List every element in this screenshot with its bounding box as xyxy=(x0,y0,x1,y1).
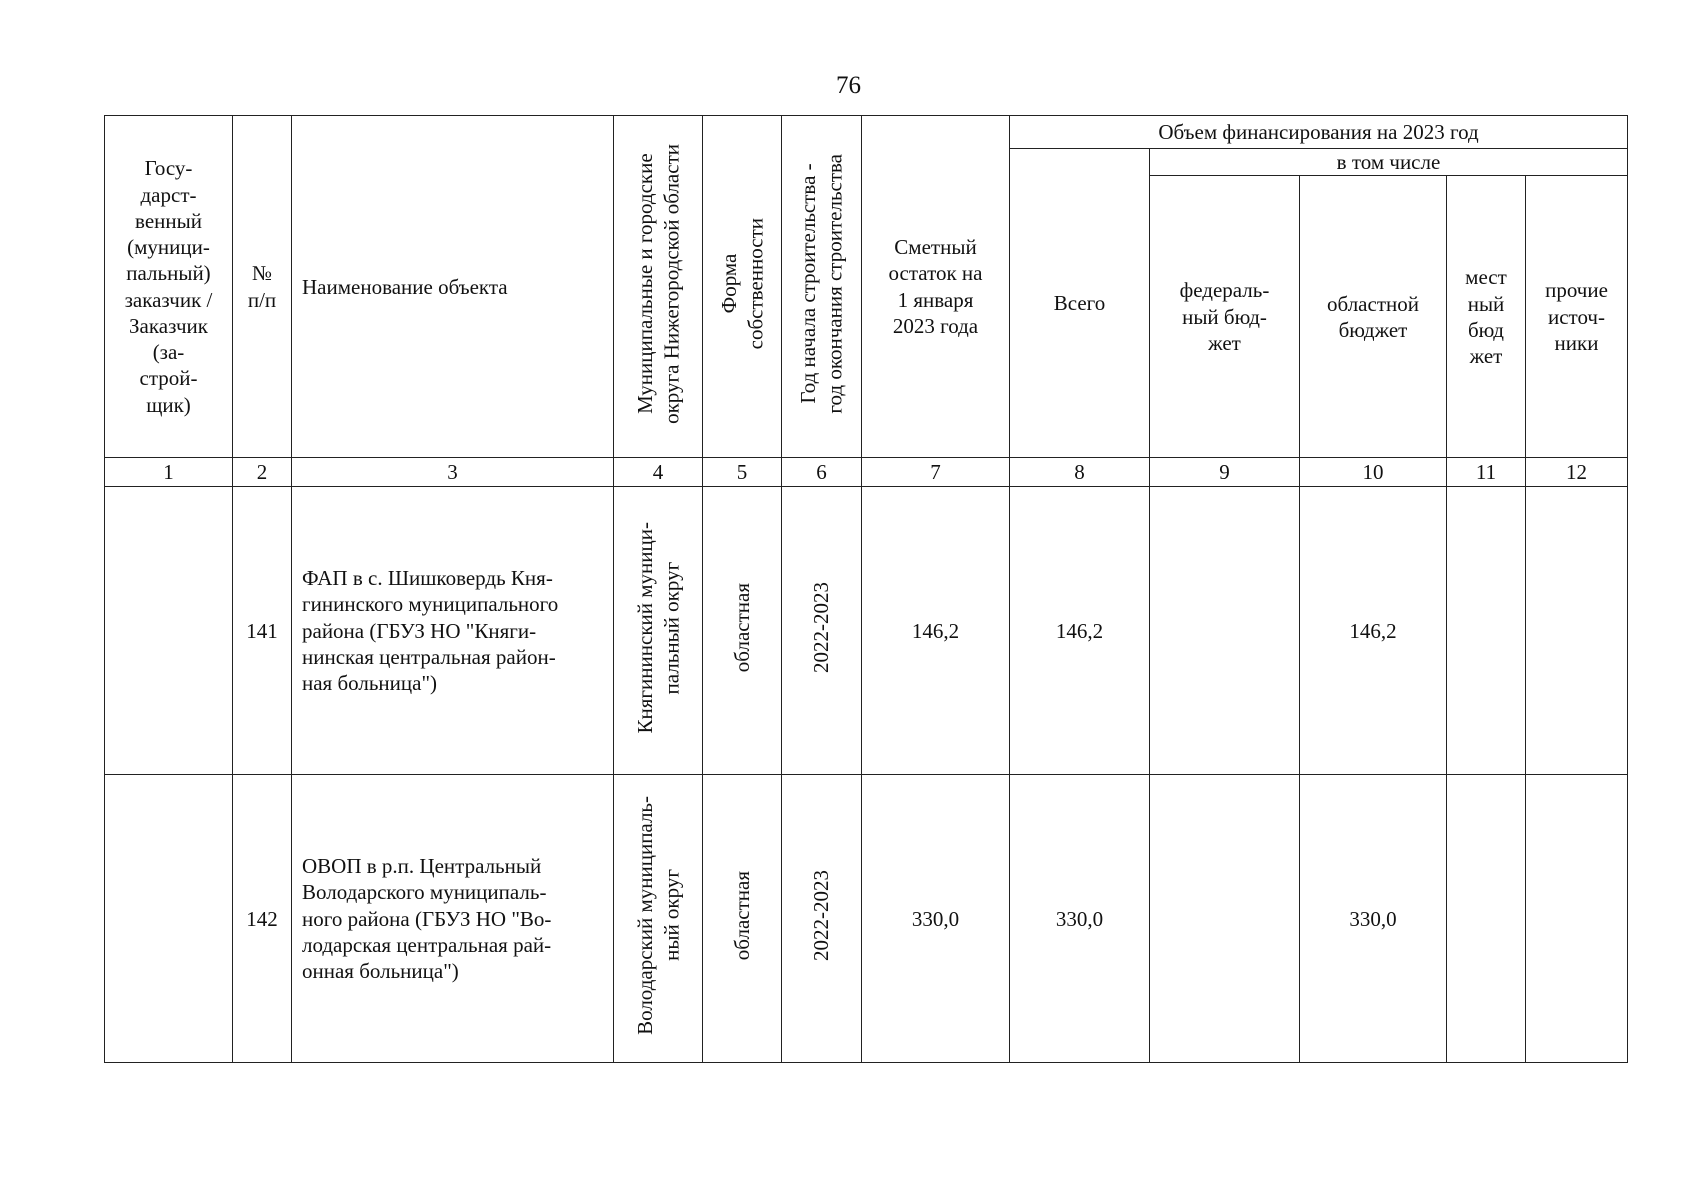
cell-customer xyxy=(105,487,233,775)
header-years: Год начала строительства - год окончания строительства xyxy=(782,116,862,458)
column-number: 7 xyxy=(862,458,1010,487)
cell-customer xyxy=(105,775,233,1063)
cell-regional: 330,0 xyxy=(1300,775,1447,1063)
cell-district: Володарский муниципаль- ный округ xyxy=(614,775,703,1063)
cell-federal xyxy=(1150,775,1300,1063)
header-other: прочие источ- ники xyxy=(1526,176,1628,458)
financing-table xyxy=(104,115,1628,1063)
column-number-row xyxy=(105,458,1628,487)
header-number: № п/п xyxy=(233,116,292,458)
column-number: 10 xyxy=(1300,458,1447,487)
column-number: 4 xyxy=(614,458,703,487)
cell-number: 141 xyxy=(233,487,292,775)
cell-remainder: 330,0 xyxy=(862,775,1010,1063)
header-object-name: Наименование объекта xyxy=(292,116,614,458)
header-regional: областной бюджет xyxy=(1300,176,1447,458)
cell-federal xyxy=(1150,487,1300,775)
cell-object-name: ФАП в с. Шишковердь Кня- гининского муниципального района (ГБУЗ НО "Княги- нинская центральная район- ная больница") xyxy=(292,487,614,775)
cell-object-name: ОВОП в р.п. Центральный Володарского муниципаль- ного района (ГБУЗ НО "Во- лодарская центральная рай- онная больница") xyxy=(292,775,614,1063)
page-number: 76 xyxy=(836,72,861,99)
cell-number: 142 xyxy=(233,775,292,1063)
column-number: 1 xyxy=(105,458,233,487)
cell-other xyxy=(1526,775,1628,1063)
column-number: 5 xyxy=(703,458,782,487)
header-remainder: Сметный остаток на 1 января 2023 года xyxy=(862,116,1010,458)
cell-remainder: 146,2 xyxy=(862,487,1010,775)
cell-regional: 146,2 xyxy=(1300,487,1447,775)
column-number: 12 xyxy=(1526,458,1628,487)
table-row xyxy=(105,775,1628,1063)
column-number: 9 xyxy=(1150,458,1300,487)
header-local: мест ный бюд жет xyxy=(1447,176,1526,458)
header-row-1 xyxy=(105,116,1628,149)
header-total: Всего xyxy=(1010,149,1150,458)
header-funding: Объем финансирования на 2023 год xyxy=(1010,116,1628,149)
cell-total: 146,2 xyxy=(1010,487,1150,775)
column-number: 2 xyxy=(233,458,292,487)
header-customer: Госу- дарст- венный (муници- пальный) заказчик / Заказчик (за- строй- щик) xyxy=(105,116,233,458)
column-number: 6 xyxy=(782,458,862,487)
header-federal: федераль- ный бюд- жет xyxy=(1150,176,1300,458)
cell-ownership: областная xyxy=(703,487,782,775)
column-number: 3 xyxy=(292,458,614,487)
cell-years: 2022-2023 xyxy=(782,775,862,1063)
column-number: 8 xyxy=(1010,458,1150,487)
cell-total: 330,0 xyxy=(1010,775,1150,1063)
cell-years: 2022-2023 xyxy=(782,487,862,775)
cell-district: Княгининский муници- пальный округ xyxy=(614,487,703,775)
header-ownership: Форма собственности xyxy=(703,116,782,458)
cell-local xyxy=(1447,487,1526,775)
cell-local xyxy=(1447,775,1526,1063)
header-district: Муниципальные и городские округа Нижегородской области xyxy=(614,116,703,458)
table-row xyxy=(105,487,1628,775)
cell-other xyxy=(1526,487,1628,775)
header-including: в том числе xyxy=(1150,149,1628,176)
cell-ownership: областная xyxy=(703,775,782,1063)
column-number: 11 xyxy=(1447,458,1526,487)
